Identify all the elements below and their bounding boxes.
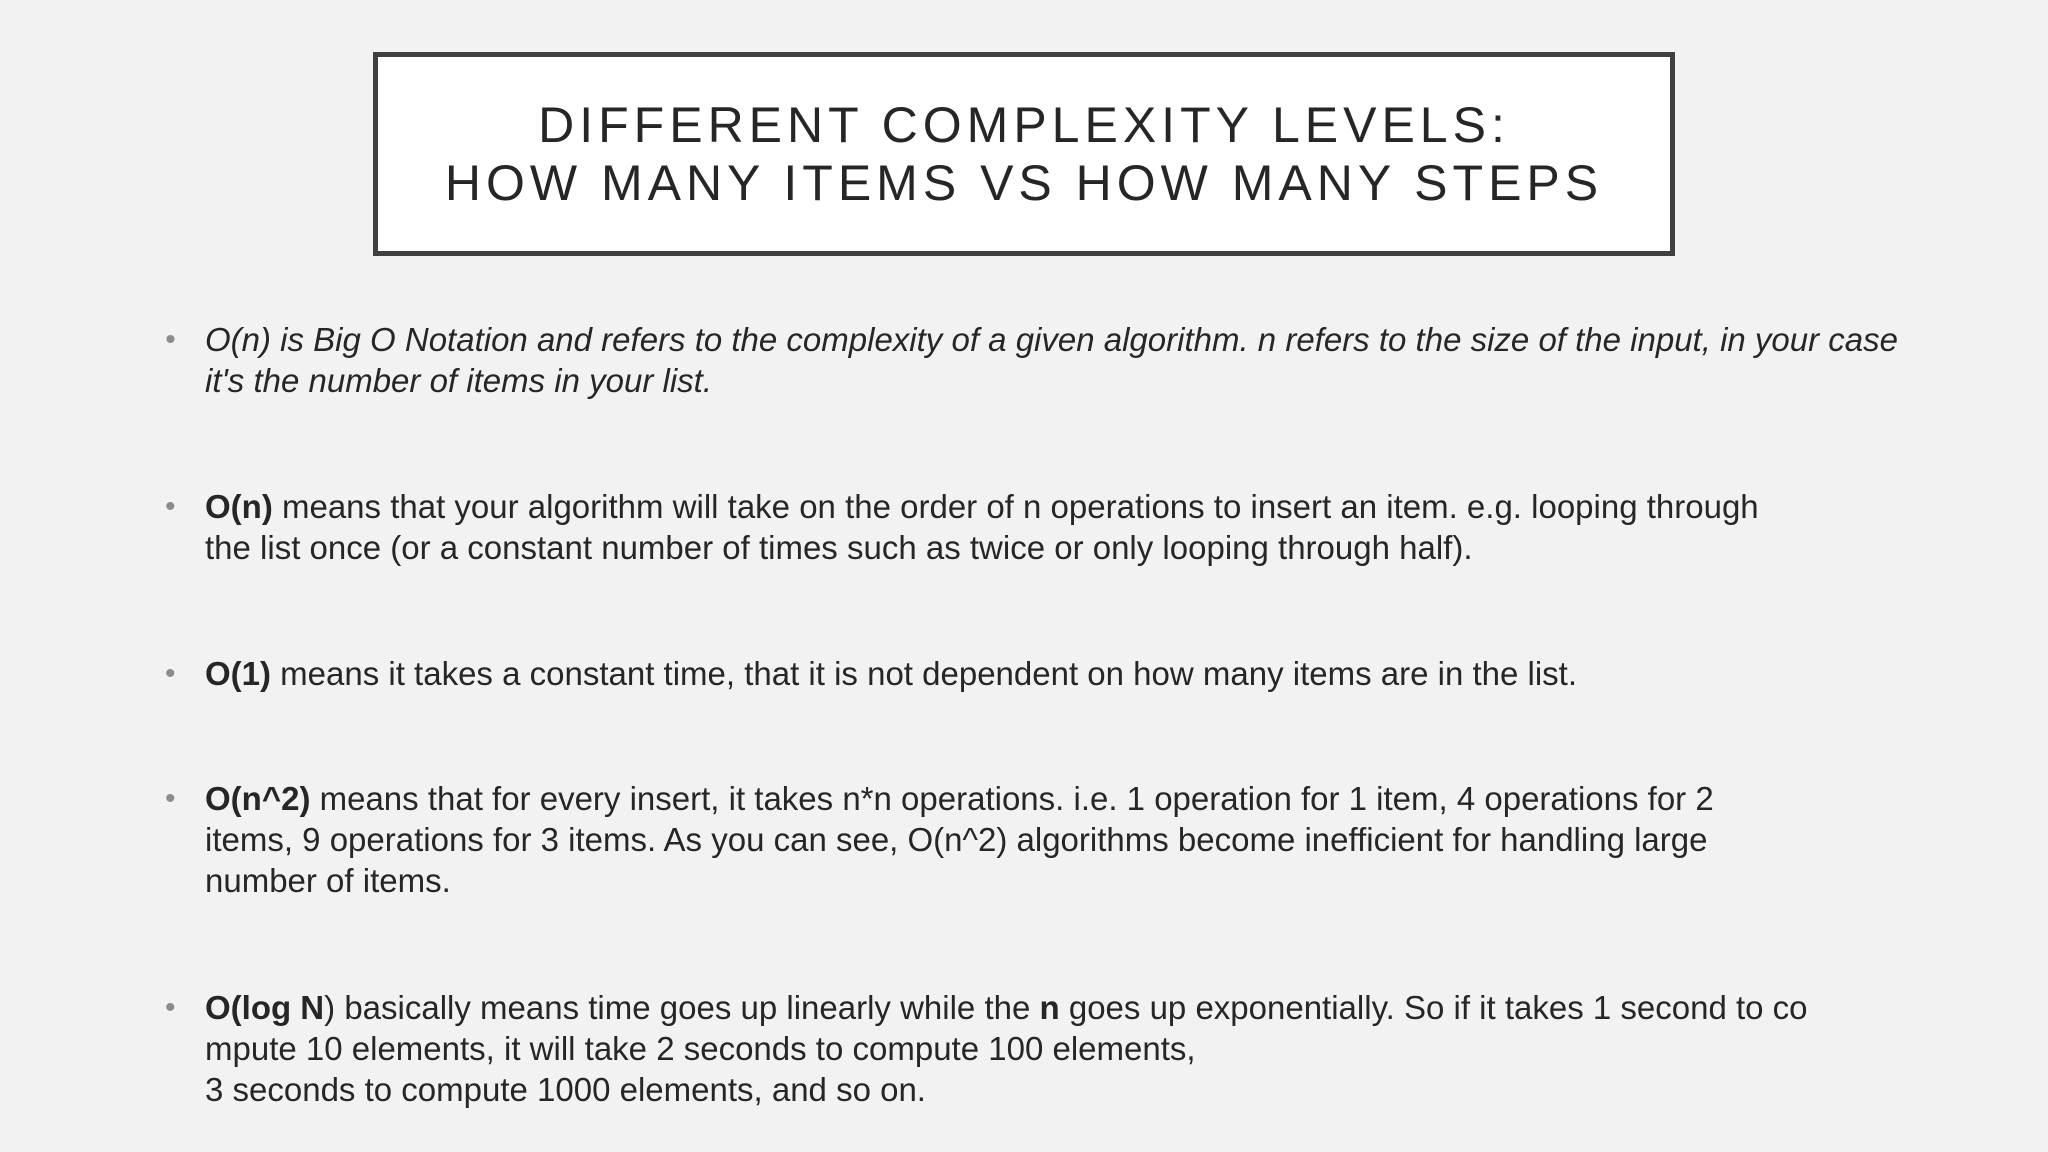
bullet-item-o-log-n <box>165 987 1965 1110</box>
bullet-text-line: 3 seconds to compute 1000 elements, and so on. <box>205 1071 926 1108</box>
bullet-text: ) basically means time goes up linearly while the <box>324 989 1040 1026</box>
bullet-text-line: the list once (or a constant number of times such as twice or only looping through half). <box>205 529 1473 566</box>
bullet-text: goes up exponentially. So if it takes 1 second to co <box>1059 989 1808 1026</box>
bullet-text-line: items, 9 operations for 3 items. As you can see, O(n^2) algorithms become inefficient for handling large <box>205 821 1708 858</box>
bullet-text-line <box>205 653 1965 694</box>
bullet-dot: • <box>165 657 176 690</box>
complexity-term: O(1) <box>205 655 271 692</box>
bullet-item-o-1 <box>165 653 1965 694</box>
bullet-text: means it takes a constant time, that it is not dependent on how many items are in the list. <box>271 655 1578 692</box>
complexity-term: O(log N <box>205 989 325 1026</box>
bullet-item-o-n-squared <box>165 778 1965 901</box>
bullet-item-big-o-definition <box>165 319 1965 401</box>
bullet-dot: • <box>165 991 176 1024</box>
bullet-text-line: it's the number of items in your list. <box>205 362 712 399</box>
complexity-term: O(n^2) <box>205 780 311 817</box>
bullet-text-line: mpute 10 elements, it will take 2 seconds to compute 100 elements, <box>205 1030 1196 1067</box>
bullet-text-line <box>205 486 1965 527</box>
variable-n: n <box>1039 989 1060 1026</box>
bullet-item-o-n <box>165 486 1965 568</box>
bullet-text: means that your algorithm will take on the order of n operations to insert an item. e.g. looping through <box>272 488 1759 525</box>
bullet-dot: • <box>165 782 176 815</box>
title-line-2: HOW MANY ITEMS VS HOW MANY STEPS <box>444 155 1604 211</box>
bullet-dot: • <box>165 490 176 523</box>
bullet-text-line: number of items. <box>205 862 451 899</box>
title-line-1: DIFFERENT COMPLEXITY LEVELS: <box>538 97 1510 153</box>
bullet-text-line: O(n) is Big O Notation and refers to the complexity of a given algorithm. n refers to the size of the input, in your case <box>205 321 1898 358</box>
complexity-term: O(n) <box>205 488 273 525</box>
bullet-dot: • <box>165 323 176 356</box>
bullet-text: means that for every insert, it takes n*n operations. i.e. 1 operation for 1 item, 4 operations for 2 <box>310 780 1714 817</box>
bullet-text-line <box>205 778 1965 819</box>
bullet-text-line <box>205 987 1965 1028</box>
